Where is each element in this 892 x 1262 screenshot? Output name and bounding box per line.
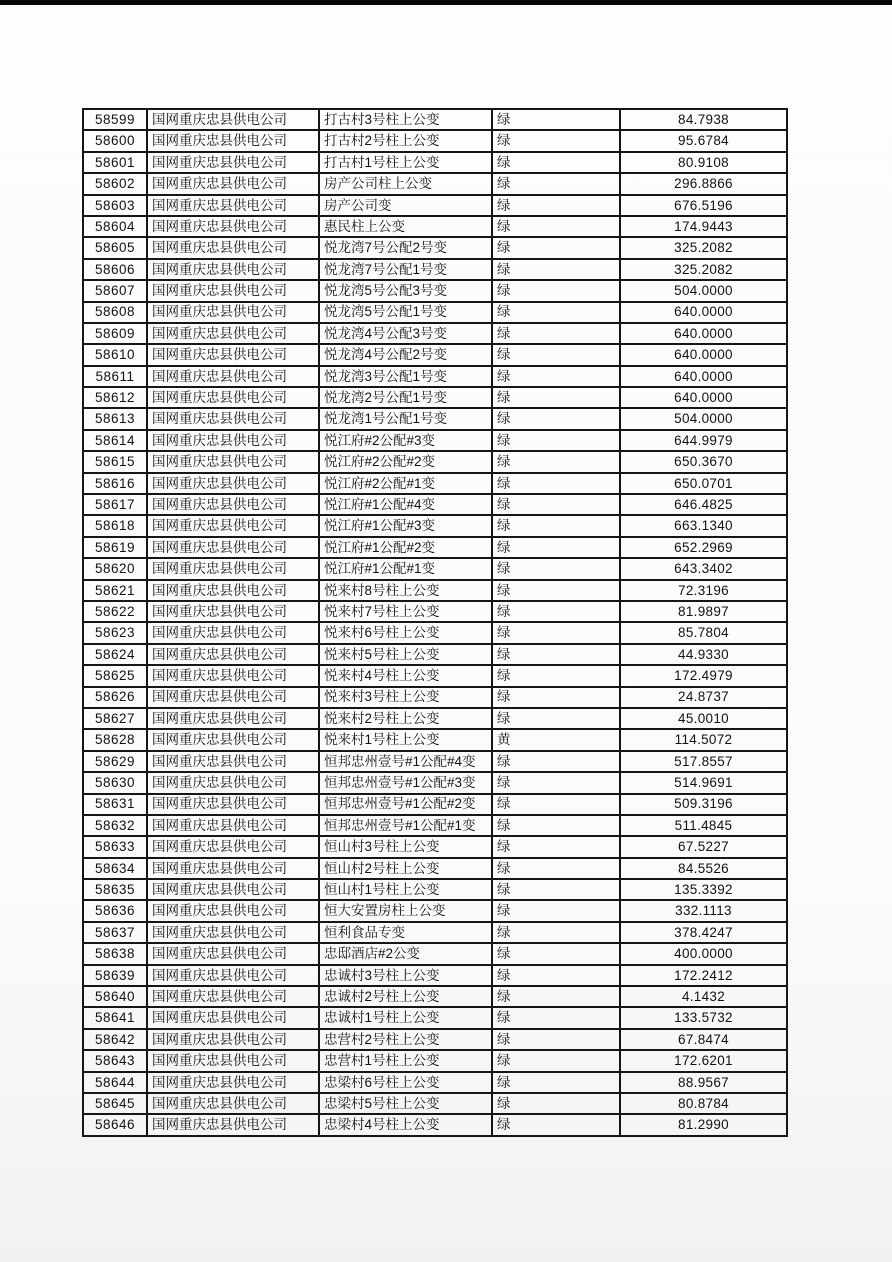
station-name-cell: 恒山村2号柱上公变 bbox=[319, 858, 492, 879]
station-name-cell: 房产公司变 bbox=[319, 195, 492, 216]
table-row bbox=[83, 922, 787, 943]
station-name-cell: 悦江府#1公配#2变 bbox=[319, 537, 492, 558]
status-color-cell: 绿 bbox=[492, 580, 620, 601]
station-name-cell: 忠邸酒店#2公变 bbox=[319, 943, 492, 964]
status-color-cell: 绿 bbox=[492, 836, 620, 857]
value-cell: 88.9567 bbox=[620, 1072, 787, 1093]
company-cell: 国网重庆忠县供电公司 bbox=[147, 366, 319, 387]
row-id-cell: 58646 bbox=[83, 1114, 147, 1136]
station-name-cell: 房产公司柱上公变 bbox=[319, 173, 492, 194]
company-cell: 国网重庆忠县供电公司 bbox=[147, 580, 319, 601]
value-cell: 45.0010 bbox=[620, 708, 787, 729]
table-row bbox=[83, 986, 787, 1007]
value-cell: 650.3670 bbox=[620, 451, 787, 472]
station-name-cell: 悦龙湾4号公配2号变 bbox=[319, 344, 492, 365]
status-color-cell: 绿 bbox=[492, 687, 620, 708]
table-row bbox=[83, 515, 787, 536]
station-name-cell: 忠梁村4号柱上公变 bbox=[319, 1114, 492, 1136]
table-row bbox=[83, 387, 787, 408]
station-name-cell: 悦江府#2公配#2变 bbox=[319, 451, 492, 472]
station-name-cell: 悦来村4号柱上公变 bbox=[319, 665, 492, 686]
status-color-cell: 绿 bbox=[492, 1093, 620, 1114]
company-cell: 国网重庆忠县供电公司 bbox=[147, 1072, 319, 1093]
row-id-cell: 58614 bbox=[83, 430, 147, 451]
company-cell: 国网重庆忠县供电公司 bbox=[147, 665, 319, 686]
value-cell: 133.5732 bbox=[620, 1007, 787, 1028]
row-id-cell: 58631 bbox=[83, 794, 147, 815]
table-row bbox=[83, 152, 787, 173]
table-row bbox=[83, 302, 787, 323]
table-row bbox=[83, 687, 787, 708]
status-color-cell: 绿 bbox=[492, 815, 620, 836]
row-id-cell: 58626 bbox=[83, 687, 147, 708]
value-cell: 81.9897 bbox=[620, 601, 787, 622]
value-cell: 663.1340 bbox=[620, 515, 787, 536]
table-row bbox=[83, 772, 787, 793]
status-color-cell: 绿 bbox=[492, 323, 620, 344]
status-color-cell: 绿 bbox=[492, 1007, 620, 1028]
station-name-cell: 悦龙湾3号公配1号变 bbox=[319, 366, 492, 387]
station-name-cell: 打古村2号柱上公变 bbox=[319, 130, 492, 151]
company-cell: 国网重庆忠县供电公司 bbox=[147, 922, 319, 943]
company-cell: 国网重庆忠县供电公司 bbox=[147, 751, 319, 772]
table-row bbox=[83, 794, 787, 815]
row-id-cell: 58617 bbox=[83, 494, 147, 515]
company-cell: 国网重庆忠县供电公司 bbox=[147, 515, 319, 536]
status-color-cell: 绿 bbox=[492, 601, 620, 622]
status-color-cell: 绿 bbox=[492, 1114, 620, 1136]
status-color-cell: 绿 bbox=[492, 794, 620, 815]
table-row bbox=[83, 430, 787, 451]
row-id-cell: 58644 bbox=[83, 1072, 147, 1093]
station-name-cell: 悦来村7号柱上公变 bbox=[319, 601, 492, 622]
row-id-cell: 58641 bbox=[83, 1007, 147, 1028]
status-color-cell: 绿 bbox=[492, 900, 620, 921]
table-row bbox=[83, 537, 787, 558]
company-cell: 国网重庆忠县供电公司 bbox=[147, 109, 319, 130]
company-cell: 国网重庆忠县供电公司 bbox=[147, 601, 319, 622]
row-id-cell: 58616 bbox=[83, 473, 147, 494]
value-cell: 652.2969 bbox=[620, 537, 787, 558]
company-cell: 国网重庆忠县供电公司 bbox=[147, 323, 319, 344]
value-cell: 24.8737 bbox=[620, 687, 787, 708]
company-cell: 国网重庆忠县供电公司 bbox=[147, 943, 319, 964]
value-cell: 650.0701 bbox=[620, 473, 787, 494]
row-id-cell: 58630 bbox=[83, 772, 147, 793]
table-row bbox=[83, 965, 787, 986]
status-color-cell: 绿 bbox=[492, 130, 620, 151]
status-color-cell: 绿 bbox=[492, 494, 620, 515]
row-id-cell: 58604 bbox=[83, 216, 147, 237]
status-color-cell: 绿 bbox=[492, 665, 620, 686]
value-cell: 640.0000 bbox=[620, 323, 787, 344]
company-cell: 国网重庆忠县供电公司 bbox=[147, 900, 319, 921]
value-cell: 646.4825 bbox=[620, 494, 787, 515]
value-cell: 325.2082 bbox=[620, 237, 787, 258]
row-id-cell: 58642 bbox=[83, 1029, 147, 1050]
status-color-cell: 绿 bbox=[492, 408, 620, 429]
station-name-cell: 忠诚村3号柱上公变 bbox=[319, 965, 492, 986]
station-name-cell: 悦龙湾7号公配1号变 bbox=[319, 259, 492, 280]
value-cell: 84.7938 bbox=[620, 109, 787, 130]
table-row bbox=[83, 259, 787, 280]
value-cell: 378.4247 bbox=[620, 922, 787, 943]
status-color-cell: 绿 bbox=[492, 772, 620, 793]
status-color-cell: 绿 bbox=[492, 280, 620, 301]
status-color-cell: 绿 bbox=[492, 451, 620, 472]
status-color-cell: 绿 bbox=[492, 430, 620, 451]
row-id-cell: 58603 bbox=[83, 195, 147, 216]
row-id-cell: 58637 bbox=[83, 922, 147, 943]
table-row bbox=[83, 900, 787, 921]
row-id-cell: 58632 bbox=[83, 815, 147, 836]
value-cell: 509.3196 bbox=[620, 794, 787, 815]
company-cell: 国网重庆忠县供电公司 bbox=[147, 344, 319, 365]
company-cell: 国网重庆忠县供电公司 bbox=[147, 537, 319, 558]
status-color-cell: 绿 bbox=[492, 537, 620, 558]
value-cell: 332.1113 bbox=[620, 900, 787, 921]
row-id-cell: 58605 bbox=[83, 237, 147, 258]
company-cell: 国网重庆忠县供电公司 bbox=[147, 1050, 319, 1071]
value-cell: 504.0000 bbox=[620, 280, 787, 301]
company-cell: 国网重庆忠县供电公司 bbox=[147, 237, 319, 258]
table-row bbox=[83, 494, 787, 515]
station-name-cell: 悦龙湾7号公配2号变 bbox=[319, 237, 492, 258]
station-name-cell: 悦来村1号柱上公变 bbox=[319, 729, 492, 750]
company-cell: 国网重庆忠县供电公司 bbox=[147, 644, 319, 665]
status-color-cell: 绿 bbox=[492, 152, 620, 173]
row-id-cell: 58645 bbox=[83, 1093, 147, 1114]
row-id-cell: 58615 bbox=[83, 451, 147, 472]
row-id-cell: 58609 bbox=[83, 323, 147, 344]
table-row bbox=[83, 1072, 787, 1093]
value-cell: 4.1432 bbox=[620, 986, 787, 1007]
station-name-cell: 悦江府#1公配#4变 bbox=[319, 494, 492, 515]
status-color-cell: 黄 bbox=[492, 729, 620, 750]
row-id-cell: 58601 bbox=[83, 152, 147, 173]
table-row bbox=[83, 130, 787, 151]
company-cell: 国网重庆忠县供电公司 bbox=[147, 1093, 319, 1114]
company-cell: 国网重庆忠县供电公司 bbox=[147, 815, 319, 836]
status-color-cell: 绿 bbox=[492, 1050, 620, 1071]
row-id-cell: 58633 bbox=[83, 836, 147, 857]
status-color-cell: 绿 bbox=[492, 751, 620, 772]
company-cell: 国网重庆忠县供电公司 bbox=[147, 965, 319, 986]
company-cell: 国网重庆忠县供电公司 bbox=[147, 558, 319, 579]
row-id-cell: 58634 bbox=[83, 858, 147, 879]
table-row bbox=[83, 323, 787, 344]
company-cell: 国网重庆忠县供电公司 bbox=[147, 729, 319, 750]
status-color-cell: 绿 bbox=[492, 195, 620, 216]
station-name-cell: 悦龙湾4号公配3号变 bbox=[319, 323, 492, 344]
table-row bbox=[83, 943, 787, 964]
table-row bbox=[83, 1007, 787, 1028]
company-cell: 国网重庆忠县供电公司 bbox=[147, 836, 319, 857]
company-cell: 国网重庆忠县供电公司 bbox=[147, 687, 319, 708]
status-color-cell: 绿 bbox=[492, 216, 620, 237]
row-id-cell: 58636 bbox=[83, 900, 147, 921]
value-cell: 643.3402 bbox=[620, 558, 787, 579]
company-cell: 国网重庆忠县供电公司 bbox=[147, 302, 319, 323]
company-cell: 国网重庆忠县供电公司 bbox=[147, 259, 319, 280]
status-color-cell: 绿 bbox=[492, 259, 620, 280]
status-color-cell: 绿 bbox=[492, 1029, 620, 1050]
value-cell: 640.0000 bbox=[620, 344, 787, 365]
value-cell: 504.0000 bbox=[620, 408, 787, 429]
status-color-cell: 绿 bbox=[492, 387, 620, 408]
value-cell: 174.9443 bbox=[620, 216, 787, 237]
value-cell: 511.4845 bbox=[620, 815, 787, 836]
row-id-cell: 58638 bbox=[83, 943, 147, 964]
status-color-cell: 绿 bbox=[492, 173, 620, 194]
company-cell: 国网重庆忠县供电公司 bbox=[147, 1029, 319, 1050]
company-cell: 国网重庆忠县供电公司 bbox=[147, 408, 319, 429]
company-cell: 国网重庆忠县供电公司 bbox=[147, 130, 319, 151]
row-id-cell: 58640 bbox=[83, 986, 147, 1007]
table-row bbox=[83, 1050, 787, 1071]
row-id-cell: 58613 bbox=[83, 408, 147, 429]
row-id-cell: 58620 bbox=[83, 558, 147, 579]
company-cell: 国网重庆忠县供电公司 bbox=[147, 280, 319, 301]
station-name-cell: 悦来村6号柱上公变 bbox=[319, 622, 492, 643]
company-cell: 国网重庆忠县供电公司 bbox=[147, 451, 319, 472]
table-row bbox=[83, 1029, 787, 1050]
value-cell: 172.4979 bbox=[620, 665, 787, 686]
table-row bbox=[83, 815, 787, 836]
value-cell: 325.2082 bbox=[620, 259, 787, 280]
value-cell: 400.0000 bbox=[620, 943, 787, 964]
station-name-cell: 悦江府#1公配#1变 bbox=[319, 558, 492, 579]
status-color-cell: 绿 bbox=[492, 986, 620, 1007]
value-cell: 67.5227 bbox=[620, 836, 787, 857]
row-id-cell: 58619 bbox=[83, 537, 147, 558]
table-row bbox=[83, 195, 787, 216]
value-cell: 172.2412 bbox=[620, 965, 787, 986]
value-cell: 640.0000 bbox=[620, 366, 787, 387]
station-name-cell: 忠诚村1号柱上公变 bbox=[319, 1007, 492, 1028]
table-row bbox=[83, 280, 787, 301]
station-name-cell: 打古村1号柱上公变 bbox=[319, 152, 492, 173]
station-name-cell: 悦龙湾5号公配1号变 bbox=[319, 302, 492, 323]
row-id-cell: 58610 bbox=[83, 344, 147, 365]
row-id-cell: 58602 bbox=[83, 173, 147, 194]
row-id-cell: 58625 bbox=[83, 665, 147, 686]
row-id-cell: 58624 bbox=[83, 644, 147, 665]
station-name-cell: 悦来村3号柱上公变 bbox=[319, 687, 492, 708]
row-id-cell: 58639 bbox=[83, 965, 147, 986]
company-cell: 国网重庆忠县供电公司 bbox=[147, 986, 319, 1007]
table-row bbox=[83, 473, 787, 494]
value-cell: 172.6201 bbox=[620, 1050, 787, 1071]
value-cell: 640.0000 bbox=[620, 302, 787, 323]
station-name-cell: 恒山村3号柱上公变 bbox=[319, 836, 492, 857]
company-cell: 国网重庆忠县供电公司 bbox=[147, 708, 319, 729]
row-id-cell: 58611 bbox=[83, 366, 147, 387]
table-row bbox=[83, 836, 787, 857]
station-name-cell: 恒山村1号柱上公变 bbox=[319, 879, 492, 900]
status-color-cell: 绿 bbox=[492, 922, 620, 943]
status-color-cell: 绿 bbox=[492, 515, 620, 536]
status-color-cell: 绿 bbox=[492, 879, 620, 900]
company-cell: 国网重庆忠县供电公司 bbox=[147, 1007, 319, 1028]
station-name-cell: 打古村3号柱上公变 bbox=[319, 109, 492, 130]
value-cell: 514.9691 bbox=[620, 772, 787, 793]
value-cell: 80.9108 bbox=[620, 152, 787, 173]
row-id-cell: 58599 bbox=[83, 109, 147, 130]
table-row bbox=[83, 729, 787, 750]
table-row bbox=[83, 109, 787, 130]
row-id-cell: 58628 bbox=[83, 729, 147, 750]
row-id-cell: 58608 bbox=[83, 302, 147, 323]
table-row bbox=[83, 858, 787, 879]
status-color-cell: 绿 bbox=[492, 558, 620, 579]
row-id-cell: 58621 bbox=[83, 580, 147, 601]
station-name-cell: 恒大安置房柱上公变 bbox=[319, 900, 492, 921]
table-row bbox=[83, 451, 787, 472]
table-row bbox=[83, 1093, 787, 1114]
station-name-cell: 悦来村8号柱上公变 bbox=[319, 580, 492, 601]
station-name-cell: 忠诚村2号柱上公变 bbox=[319, 986, 492, 1007]
value-cell: 67.8474 bbox=[620, 1029, 787, 1050]
company-cell: 国网重庆忠县供电公司 bbox=[147, 772, 319, 793]
station-name-cell: 悦江府#1公配#3变 bbox=[319, 515, 492, 536]
value-cell: 644.9979 bbox=[620, 430, 787, 451]
station-name-cell: 忠梁村6号柱上公变 bbox=[319, 1072, 492, 1093]
company-cell: 国网重庆忠县供电公司 bbox=[147, 622, 319, 643]
row-id-cell: 58643 bbox=[83, 1050, 147, 1071]
value-cell: 72.3196 bbox=[620, 580, 787, 601]
table-row bbox=[83, 879, 787, 900]
status-color-cell: 绿 bbox=[492, 1072, 620, 1093]
table-row bbox=[83, 237, 787, 258]
table-row bbox=[83, 173, 787, 194]
status-color-cell: 绿 bbox=[492, 708, 620, 729]
status-color-cell: 绿 bbox=[492, 344, 620, 365]
status-color-cell: 绿 bbox=[492, 109, 620, 130]
company-cell: 国网重庆忠县供电公司 bbox=[147, 858, 319, 879]
company-cell: 国网重庆忠县供电公司 bbox=[147, 1114, 319, 1136]
company-cell: 国网重庆忠县供电公司 bbox=[147, 430, 319, 451]
table-row bbox=[83, 601, 787, 622]
station-name-cell: 悦来村5号柱上公变 bbox=[319, 644, 492, 665]
value-cell: 135.3392 bbox=[620, 879, 787, 900]
row-id-cell: 58627 bbox=[83, 708, 147, 729]
station-name-cell: 恒邦忠州壹号#1公配#2变 bbox=[319, 794, 492, 815]
table-row bbox=[83, 558, 787, 579]
value-cell: 640.0000 bbox=[620, 387, 787, 408]
company-cell: 国网重庆忠县供电公司 bbox=[147, 216, 319, 237]
row-id-cell: 58629 bbox=[83, 751, 147, 772]
table-row bbox=[83, 408, 787, 429]
station-name-cell: 忠营村2号柱上公变 bbox=[319, 1029, 492, 1050]
station-name-cell: 悦来村2号柱上公变 bbox=[319, 708, 492, 729]
station-name-cell: 忠营村1号柱上公变 bbox=[319, 1050, 492, 1071]
row-id-cell: 58600 bbox=[83, 130, 147, 151]
table-row bbox=[83, 216, 787, 237]
station-name-cell: 忠梁村5号柱上公变 bbox=[319, 1093, 492, 1114]
company-cell: 国网重庆忠县供电公司 bbox=[147, 494, 319, 515]
row-id-cell: 58618 bbox=[83, 515, 147, 536]
table-body bbox=[83, 109, 787, 1136]
table-row bbox=[83, 708, 787, 729]
table-row bbox=[83, 1114, 787, 1136]
company-cell: 国网重庆忠县供电公司 bbox=[147, 794, 319, 815]
status-color-cell: 绿 bbox=[492, 237, 620, 258]
row-id-cell: 58612 bbox=[83, 387, 147, 408]
company-cell: 国网重庆忠县供电公司 bbox=[147, 152, 319, 173]
status-color-cell: 绿 bbox=[492, 858, 620, 879]
station-name-cell: 悦江府#2公配#1变 bbox=[319, 473, 492, 494]
company-cell: 国网重庆忠县供电公司 bbox=[147, 473, 319, 494]
station-name-cell: 悦江府#2公配#3变 bbox=[319, 430, 492, 451]
table-row bbox=[83, 622, 787, 643]
station-name-cell: 恒邦忠州壹号#1公配#4变 bbox=[319, 751, 492, 772]
station-name-cell: 惠民柱上公变 bbox=[319, 216, 492, 237]
company-cell: 国网重庆忠县供电公司 bbox=[147, 879, 319, 900]
document-page bbox=[82, 108, 786, 1137]
table-row bbox=[83, 580, 787, 601]
value-cell: 296.8866 bbox=[620, 173, 787, 194]
row-id-cell: 58623 bbox=[83, 622, 147, 643]
status-color-cell: 绿 bbox=[492, 302, 620, 323]
value-cell: 85.7804 bbox=[620, 622, 787, 643]
station-name-cell: 悦龙湾5号公配3号变 bbox=[319, 280, 492, 301]
status-color-cell: 绿 bbox=[492, 644, 620, 665]
station-name-cell: 恒邦忠州壹号#1公配#3变 bbox=[319, 772, 492, 793]
row-id-cell: 58635 bbox=[83, 879, 147, 900]
row-id-cell: 58607 bbox=[83, 280, 147, 301]
table-row bbox=[83, 366, 787, 387]
table-row bbox=[83, 344, 787, 365]
station-name-cell: 悦龙湾2号公配1号变 bbox=[319, 387, 492, 408]
table-row bbox=[83, 644, 787, 665]
station-name-cell: 悦龙湾1号公配1号变 bbox=[319, 408, 492, 429]
company-cell: 国网重庆忠县供电公司 bbox=[147, 387, 319, 408]
power-station-table bbox=[82, 108, 788, 1137]
value-cell: 676.5196 bbox=[620, 195, 787, 216]
table-row bbox=[83, 751, 787, 772]
status-color-cell: 绿 bbox=[492, 965, 620, 986]
status-color-cell: 绿 bbox=[492, 943, 620, 964]
status-color-cell: 绿 bbox=[492, 473, 620, 494]
value-cell: 517.8557 bbox=[620, 751, 787, 772]
value-cell: 114.5072 bbox=[620, 729, 787, 750]
company-cell: 国网重庆忠县供电公司 bbox=[147, 195, 319, 216]
row-id-cell: 58622 bbox=[83, 601, 147, 622]
station-name-cell: 恒邦忠州壹号#1公配#1变 bbox=[319, 815, 492, 836]
row-id-cell: 58606 bbox=[83, 259, 147, 280]
value-cell: 81.2990 bbox=[620, 1114, 787, 1136]
company-cell: 国网重庆忠县供电公司 bbox=[147, 173, 319, 194]
status-color-cell: 绿 bbox=[492, 622, 620, 643]
table-row bbox=[83, 665, 787, 686]
status-color-cell: 绿 bbox=[492, 366, 620, 387]
value-cell: 95.6784 bbox=[620, 130, 787, 151]
station-name-cell: 恒利食品专变 bbox=[319, 922, 492, 943]
scan-edge-bar bbox=[0, 0, 892, 5]
value-cell: 84.5526 bbox=[620, 858, 787, 879]
value-cell: 80.8784 bbox=[620, 1093, 787, 1114]
value-cell: 44.9330 bbox=[620, 644, 787, 665]
